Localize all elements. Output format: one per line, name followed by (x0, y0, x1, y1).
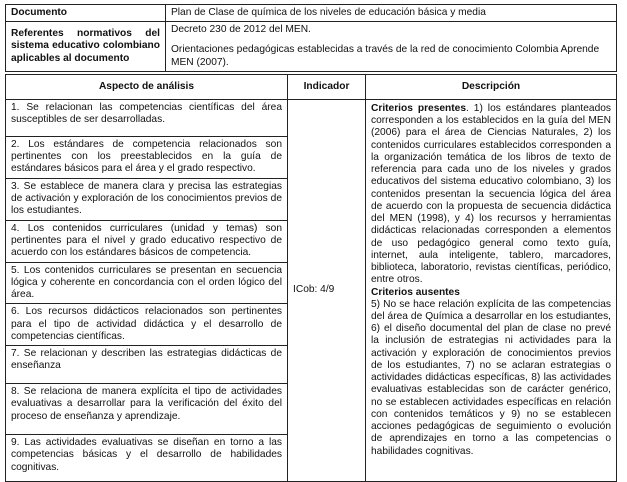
header-aspect: Aspecto de análisis (6, 75, 288, 100)
referents-values (166, 22, 617, 72)
document-info-table (5, 4, 617, 72)
aspect-cell: 2. Los estándares de competencia relacionados son pertinentes con los preestablecidos en la guía de estándares básicos para el área y el grado respectivo. (6, 137, 288, 179)
indicator-cell: ICob: 4/9 (288, 100, 366, 482)
referent-item: Decreto 230 de 2012 del MEN. (171, 24, 311, 36)
table-row (6, 100, 617, 137)
aspect-cell: 6. Los recursos didácticos relacionados son pertinentes para el tipo de actividad didáctica y el desarrollo de competencias científicas. (6, 304, 288, 346)
header-description: Descripción (366, 75, 617, 100)
header-indicator: Indicador (288, 75, 366, 100)
aspect-cell: 4. Los contenidos curriculares (unidad y temas) son pertinentes para el nivel y grado educativo respectivo de acuerdo con los estándares básicos de competencia. (6, 221, 288, 263)
document-value: Plan de Clase de química de los niveles de educación básica y media (166, 5, 617, 22)
absent-criteria-text: 5) No se hace relación explícita de las competencias del área de Química a desarrollar en los estudiantes, 6) el diseño documental del plan de clase no prevé la inclusión de estrategias ni actividades para la activación y exploración de conocimientos previos de los estudiantes, 7) no se aclaran estrategias o actividades didácticas específicas, 8) las actividades evaluativas establecidas son de carácter genérico, no se establecen actividades específicas en relación con contenidos temáticos y 9) no se establecen acciones pedagógicas de seguimiento o evolución de aprendizajes en torno a las competencias o habilidades cognitivas. (371, 298, 611, 457)
aspect-cell: 9. Las actividades evaluativas se diseñan en torno a las competencias básicas y el desarrollo de habilidades cognitivas. (6, 435, 288, 482)
present-criteria-title: Criterios presentes (371, 103, 466, 114)
aspect-cell: 3. Se establece de manera clara y precisa las estrategias de activación y exploración de los conocimientos previos de los estudiantes. (6, 179, 288, 221)
aspect-cell: 1. Se relacionan las competencias científicas del área susceptibles de ser desarrolladas. (6, 100, 288, 137)
header-row (6, 75, 617, 100)
aspect-cell: 7. Se relacionan y describen las estrategias didácticas de enseñanza (6, 346, 288, 384)
aspect-cell: 5. Los contenidos curriculares se presentan en secuencia lógica y coherente en concordancia con el orden lógico del área. (6, 262, 288, 304)
document-row (6, 5, 617, 22)
referent-item: Orientaciones pedagógicas establecidas a través de la red de conocimiento Colombia Aprende MEN (2007). (171, 44, 600, 68)
present-criteria-text: . 1) los estándares planteados corresponden a los establecidos en la guía del MEN (2006) para el área de Ciencias Naturales, 2) los contenidos curriculares establecidos corresponden a la organización temática de los libros de texto de referencia para cada uno de los niveles y grados educativos del sistema educativo colombiano, 3) los contenidos presentan la secuencia lógica del área de acuerdo con la propuesta de secuencia didáctica del MEN (1998), y 4) los recursos y herramientas didácticas relacionadas corresponden a elementos de uso pedagógico general como texto guía, internet, aula inteligente, tablero, marcadores, biblioteca, laboratorio, revistas científicas, periódico, entre otros. (371, 103, 611, 286)
referents-label: Referentes normativos del sistema educativo colombiano aplicables al documento (6, 22, 166, 72)
analysis-table (5, 74, 617, 482)
description-cell (366, 100, 617, 482)
aspect-cell: 8. Se relaciona de manera explícita el tipo de actividades evaluativas a desarrollar para la verificación del éxito del proceso de enseñanza y aprendizaje. (6, 384, 288, 435)
absent-criteria-title: Criterios ausentes (371, 286, 460, 298)
document-label: Documento (6, 5, 166, 22)
referents-row (6, 22, 617, 72)
